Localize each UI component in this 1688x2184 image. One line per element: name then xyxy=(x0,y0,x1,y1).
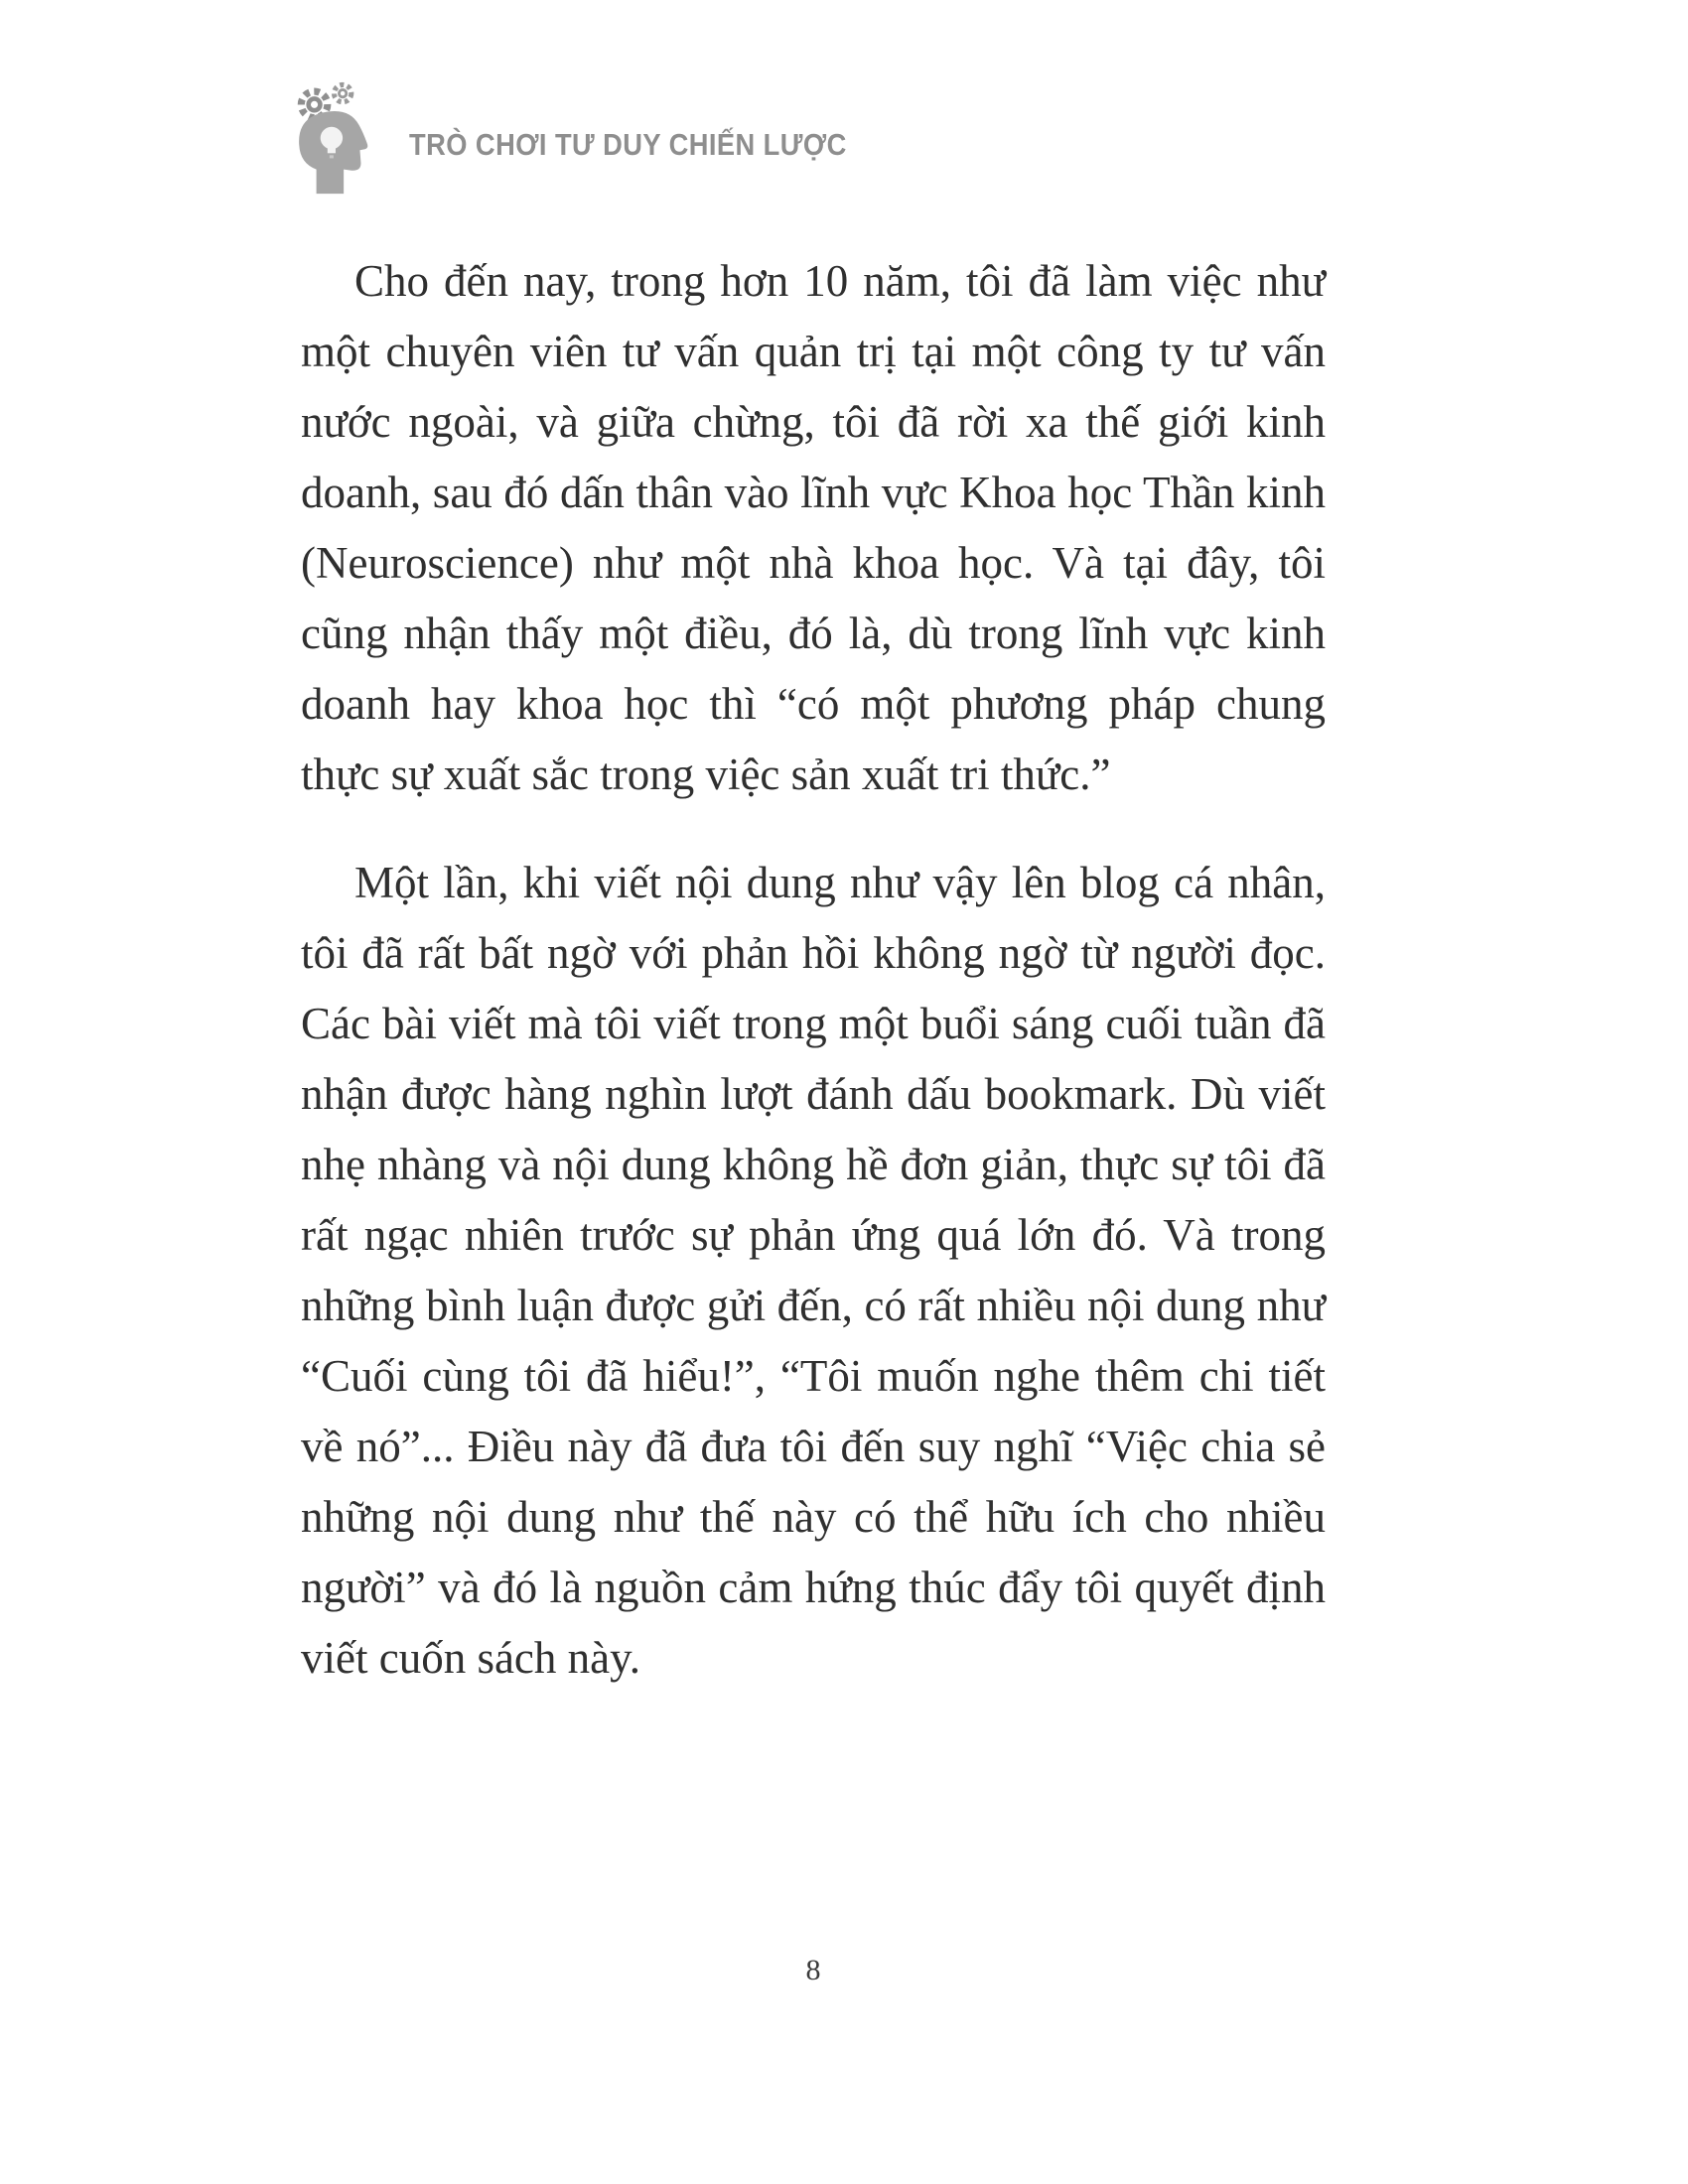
page-number: 8 xyxy=(805,1954,821,1986)
book-title: TRÒ CHƠI TƯ DUY CHIẾN LƯỢC xyxy=(409,127,847,162)
paragraph-1: Cho đến nay, trong hơn 10 năm, tôi đã làm việc như một chuyên viên tư vấn quản trị tại một công ty tư vấn nước ngoài, và giữa chừng, tôi đã rời xa thế giới kinh doanh, sau đó dấn thân vào lĩnh vực Khoa học Thần kinh (Neuroscience) như một nhà khoa học. Và tại đây, tôi cũng nhận thấy một điều, đó là, dù trong lĩnh vực kinh doanh hay khoa học thì “có một phương pháp chung thực sự xuất sắc trong việc sản xuất tri thức.” xyxy=(301,256,1326,799)
page-body xyxy=(301,246,1326,1731)
brain-gears-lightbulb-icon xyxy=(286,81,387,195)
paragraph-2: Một lần, khi viết nội dung như vậy lên blog cá nhân, tôi đã rất bất ngờ với phản hồi không ngờ từ người đọc. Các bài viết mà tôi viết trong một buổi sáng cuối tuần đã nhận được hàng nghìn lượt đánh dấu bookmark. Dù viết nhẹ nhàng và nội dung không hề đơn giản, thực sự tôi đã rất ngạc nhiên trước sự phản ứng quá lớn đó. Và trong những bình luận được gửi đến, có rất nhiều nội dung như “Cuối cùng tôi đã hiểu!”, “Tôi muốn nghe thêm chi tiết về nó”... Điều này đã đưa tôi đến suy nghĩ “Việc chia sẻ những nội dung như thế này có thể hữu ích cho nhiều người” và đó là nguồn cảm hứng thúc đẩy tôi quyết định viết cuốn sách này. xyxy=(301,858,1326,1683)
page-footer xyxy=(301,1954,1326,1987)
page-header xyxy=(286,81,907,195)
